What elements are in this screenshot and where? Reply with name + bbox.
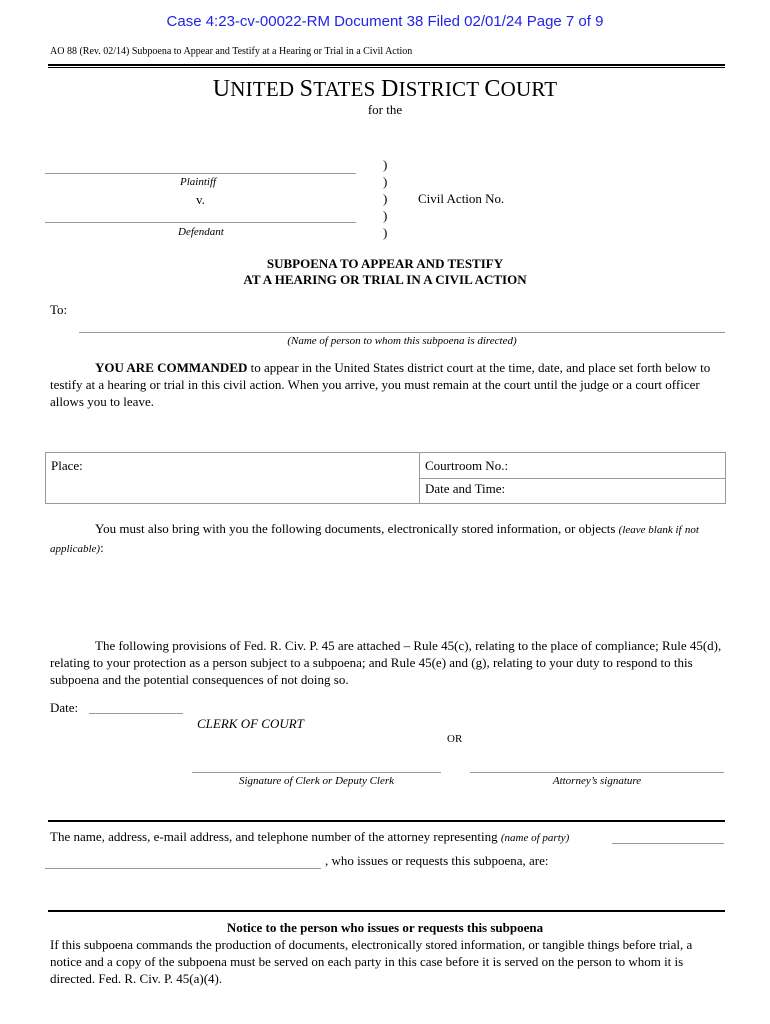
recipient-line[interactable] [79,332,725,333]
case-stamp: Case 4:23-cv-00022-RM Document 38 Filed 02/01/24 Page 7 of 9 [166,13,604,30]
attorney-section-rule [48,820,725,822]
recipient-caption: (Name of person to whom this subpoena is directed) [287,335,517,347]
attorney-text-2: , who issues or requests this subpoena, are: [325,853,549,868]
to-label: To: [50,302,68,317]
notice-body: If this subpoena commands the production of documents, electronically stored information, or tangible things before trial, a notice and a copy of the subpoena must be served on each party in this case before it is served on the person to whom it is directed. Fed. R. Civ. P. 45(a)(4). [50,937,693,986]
notice-heading: Notice to the person who issues or requests this subpoena [226,920,544,935]
clerk-signature-caption: Signature of Clerk or Deputy Clerk [238,775,395,787]
place-label[interactable]: Place: [51,458,83,473]
plaintiff-label: Plaintiff [180,176,217,188]
documents-paragraph: You must also bring with you the following documents, electronically stored information, or objects (leave blank if not applicable): [50,521,699,555]
commanded-bold: YOU ARE COMMANDED [95,360,248,375]
subpoena-title-line1: SUBPOENA TO APPEAR AND TESTIFY [266,256,504,271]
datetime-label[interactable]: Date and Time: [425,481,506,496]
date-line[interactable] [89,713,183,714]
subpoena-title-line2: AT A HEARING OR TRIAL IN A CIVIL ACTION [243,272,527,287]
attorney-name-line[interactable] [45,868,321,869]
attorney-signature-caption: Attorney’s signature [552,775,642,787]
or-label: OR [447,733,463,745]
notice-rule [48,910,725,912]
commanded-paragraph [50,359,725,410]
clerk-of-court-label: CLERK OF COURT [197,716,304,731]
date-label: Date: [50,700,79,715]
attorney-signature-line[interactable] [470,772,724,773]
civil-action-label: Civil Action No. [418,191,505,206]
courtroom-label[interactable]: Courtroom No.: [425,458,509,473]
place-box-hdivider [419,478,725,479]
form-number: AO 88 (Rev. 02/14) Subpoena to Appear and Testify at a Hearing or Trial in a Civil Action [50,46,413,57]
court-title: UNITED STATES DISTRICT COURT [212,76,558,102]
for-the-label: for the [367,102,403,117]
attorney-text: The name, address, e-mail address, and telephone number of the attorney representing (name of party) [50,829,570,844]
commanded-text: to appear in the United States district court at the time, date, and place set forth below to testify at a hearing or trial in this civil action. When you arrive, you must remain at the court until the judge or a court officer allows you to leave. [50,360,711,409]
plaintiff-line[interactable] [45,173,356,174]
defendant-label: Defendant [178,226,224,238]
place-box [45,452,726,504]
clerk-signature-line[interactable] [192,772,441,773]
header-rule-thick [48,64,725,66]
header-rule-thin [48,67,725,68]
caption-parens: ) ) ) ) ) [383,157,388,240]
defendant-line[interactable] [45,222,356,223]
versus-label: v. [196,192,205,207]
party-name-line[interactable] [612,843,724,844]
provisions-paragraph: The following provisions of Fed. R. Civ. P. 45 are attached – Rule 45(c), relating to the place of compliance; Rule 45(d), relating to your protection as a person subject to a subpoena; and Rule 45(e) and (g), relating to your duty to respond to this subpoena and the potential consequences of not doing so. [50,638,722,687]
